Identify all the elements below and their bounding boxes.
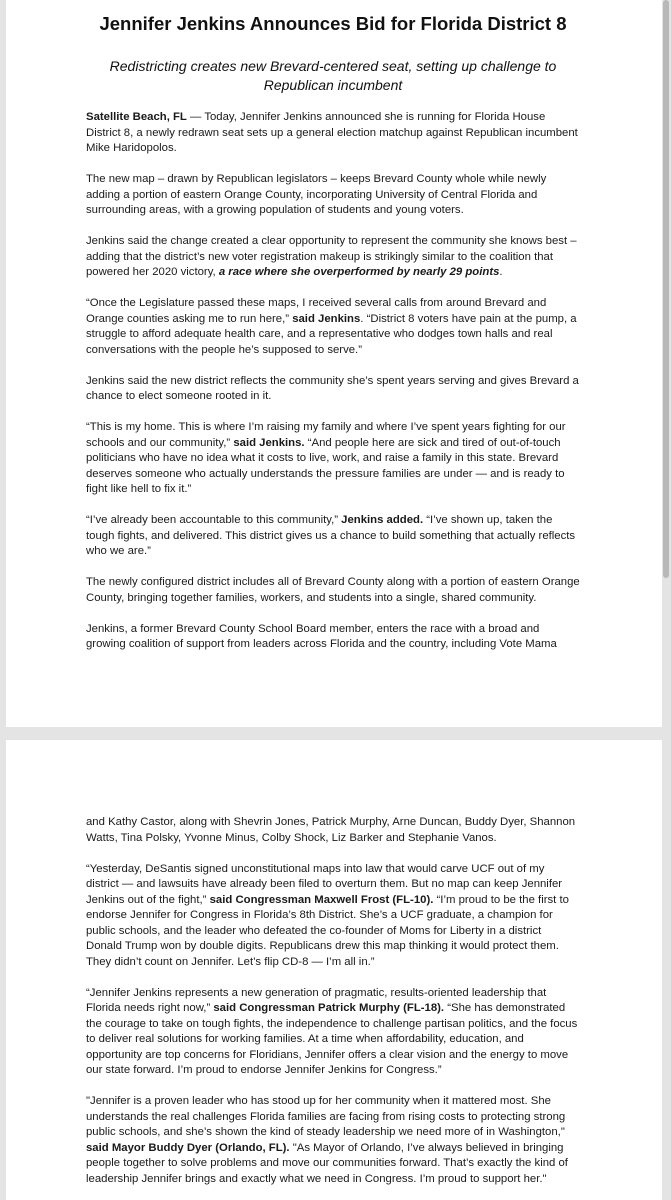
document-page-2 — [6, 740, 662, 1200]
attribution: said Mayor Buddy Dyer (Orlando, FL). — [86, 1141, 290, 1154]
paragraph-quote-dyer: "Jennifer is a proven leader who has stood up for her community when it mattered most. She understands the real challenges Florida families are facing from rising costs to protecting strong public schools, and she’s shown the kind of steady leadership we need more of in Washington," said Mayor Buddy Dyer (Orlando, FL). "As Mayor of Orlando, I’ve always believed in bringing people together to solve problems and move our communities forward. That’s exactly the kind of leadership Jennifer brings and exactly what we need in Congress. I’m proud to support her." — [86, 1095, 568, 1185]
paragraph-community: Jenkins said the new district reflects the community she’s spent years serving and gives Brevard a chance to elect someone rooted in it. — [86, 374, 579, 402]
emphasis-text: a race where she overperformed by nearly 29 points — [218, 266, 500, 278]
paragraph-dateline: Satellite Beach, FL — Today, Jennifer Jenkins announced she is running for Florida House District 8, a newly redrawn seat sets up a general election matchup against Republican incumbent Mike Haridopolos. — [86, 111, 578, 154]
attribution: said Jenkins — [292, 312, 361, 325]
paragraph-quote-home: “This is my home. This is where I’m raising my family and where I’ve spent years fighting for our schools and our community,” said Jenkins. “And people here are sick and tired of out-of-touch politicians who have no idea what it costs to live, work, and raise a family in this state. Brevard deserves someone who actually understands the pressure families are under — and is ready to fight like hell to fix it.” — [86, 421, 566, 495]
paragraph-district: The newly configured district includes all of Brevard County along with a portion of eastern Orange County, bringing together families, workers, and students into a single, shared community. — [86, 576, 580, 604]
attribution: said Congressman Patrick Murphy (FL-18). — [213, 1002, 445, 1014]
paragraph-quote-legislature: “Once the Legislature passed these maps, I received several calls from around Brevard and Orange counties asking me to run here,” said Jenkins. “District 8 voters have pain at the pump, a struggle to afford adequate health care, and a representative who dodges town halls and real conversations with the people he’s supposed to serve.” — [86, 297, 577, 356]
paragraph-opportunity: Jenkins said the change created a clear opportunity to represent the community she knows best – adding that the district’s new voter registration makeup is strikingly similar to the coalition that powered her 2020 victory, a race where she overperformed by nearly 29 points. — [86, 235, 577, 278]
subheadline: Redistricting creates new Brevard-centered seat, setting up challenge to Republican incumbent — [109, 58, 557, 93]
paragraph-supporters: and Kathy Castor, along with Shevrin Jones, Patrick Murphy, Arne Duncan, Buddy Dyer, Shannon Watts, Tina Polsky, Yvonne Minus, Colby Shock, Liz Barker and Stephanie Vanos. — [86, 816, 576, 844]
headline: Jennifer Jenkins Announces Bid for Florida District 8 — [99, 13, 567, 34]
document-page-1 — [6, 0, 662, 727]
attribution: said Jenkins. — [233, 436, 305, 449]
paragraph-quote-frost: “Yesterday, DeSantis signed unconstitutional maps into law that would carve UCF out of my district — and lawsuits have already been filed to overturn them. But no map can keep Jennifer Jenkins out of the fight,” said Congressman Maxwell Frost (FL-10). “I’m proud to be the first to endorse Jennifer for Congress in Florida’s 8th District. She’s a UCF graduate, a champion for public schools, and the leader who defeated the co-founder of Moms for Liberty in a district Donald Trump won by double digits. Republicans drew this map thinking it would protect them. They didn’t count on Jennifer. Let’s flip CD-8 — I’m all in.” — [86, 862, 569, 968]
paragraph-new-map: The new map – drawn by Republican legislators – keeps Brevard County whole while newly adding a portion of eastern Orange County, incorporating University of Central Florida and surrounding areas, with a growing population of students and young voters. — [86, 173, 547, 216]
dateline: Satellite Beach, FL — [86, 111, 187, 123]
paragraph-quote-accountable: “I’ve already been accountable to this community,” Jenkins added. “I’ve shown up, taken the tough fights, and delivered. This district gives us a chance to build something that actually reflects who we are.” — [86, 514, 576, 557]
paragraph-coalition: Jenkins, a former Brevard County School Board member, enters the race with a broad and growing coalition of support from leaders across Florida and the country, including Vote Mama — [86, 622, 557, 650]
paragraph-quote-murphy: “Jennifer Jenkins represents a new generation of pragmatic, results-oriented leadership that Florida needs right now,” said Congressman Patrick Murphy (FL-18). “She has demonstrated the courage to take on tough fights, the independence to challenge partisan politics, and the focus to deliver real solutions for working families. At a time when affordability, education, and opportunity are top concerns for Floridians, Jennifer offers a clear vision and the energy to move our state forward. I’m proud to endorse Jennifer Jenkins for Congress.” — [86, 986, 578, 1076]
scrollbar[interactable] — [663, 0, 669, 578]
attribution: Jenkins added. — [341, 514, 424, 526]
attribution: said Congressman Maxwell Frost (FL-10). — [209, 893, 434, 906]
